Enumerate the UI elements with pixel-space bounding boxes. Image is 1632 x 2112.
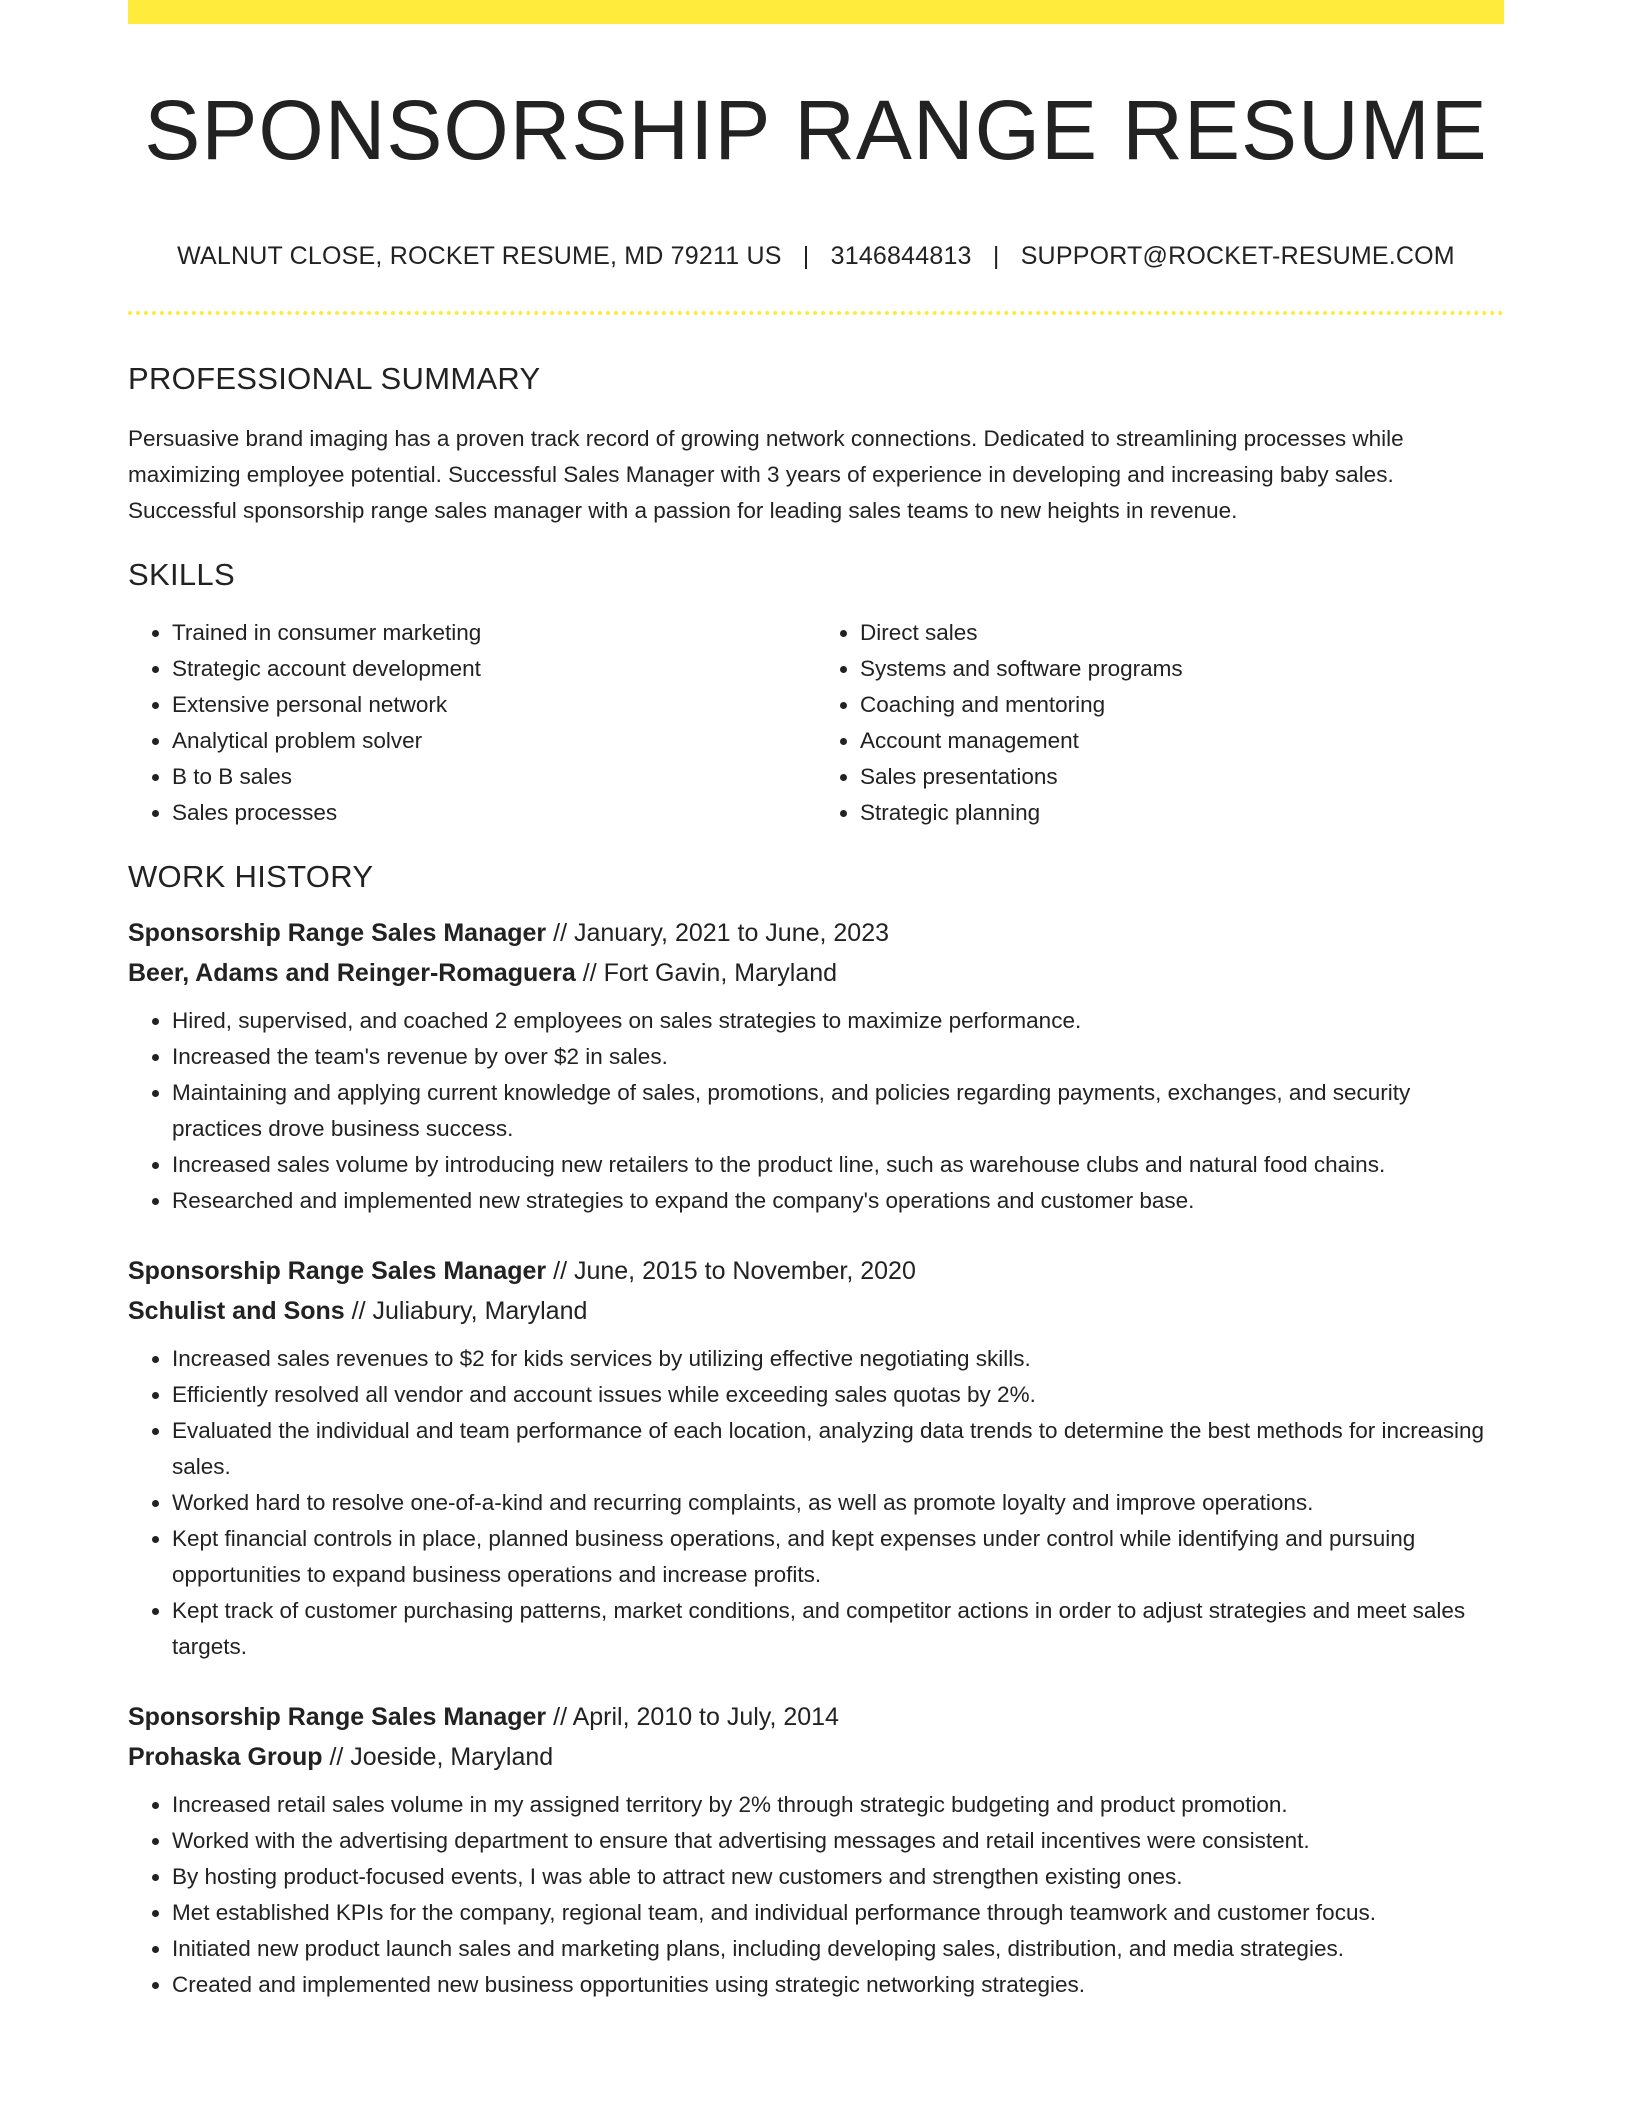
job-bullet: • Met established KPIs for the company, regional team, and individual performance through teamwork and customer focus. [172, 1895, 1504, 1931]
job-employer: Prohaska Group [128, 1743, 323, 1772]
skills-column-right [816, 615, 1504, 831]
job-title: Sponsorship Range Sales Manager [128, 1703, 547, 1732]
work-history-heading: WORK HISTORY [128, 859, 374, 895]
skill-item: • Coaching and mentoring [860, 687, 1504, 723]
job-bullet: • Increased retail sales volume in my assigned territory by 2% through strategic budgeting and product promotion. [172, 1787, 1504, 1823]
job-dates: // January, 2021 to June, 2023 [553, 919, 890, 948]
job-entry [128, 913, 1504, 1219]
job-employer-line [128, 1291, 1504, 1331]
accent-top-bar [128, 0, 1504, 24]
job-bullet: • Increased sales revenues to $2 for kids services by utilizing effective negotiating skills. [172, 1341, 1504, 1377]
skill-item: • Strategic planning [860, 795, 1504, 831]
job-location: // Joeside, Maryland [329, 1743, 554, 1772]
skill-item: • Sales presentations [860, 759, 1504, 795]
skills-column-left [128, 615, 816, 831]
resume-page [128, 0, 1504, 2003]
job-location: // Fort Gavin, Maryland [582, 959, 838, 988]
skill-item: • Trained in consumer marketing [172, 615, 816, 651]
job-title-line [128, 1697, 1504, 1737]
job-bullet: • Kept financial controls in place, planned business operations, and kept expenses under control while identifying and pursuing opportunities to expand business operations and increase profits. [172, 1521, 1504, 1593]
job-bullet: • Researched and implemented new strategies to expand the company's operations and customer base. [172, 1183, 1504, 1219]
address-text: WALNUT CLOSE, ROCKET RESUME, MD 79211 US [177, 242, 782, 271]
skills-list [128, 615, 1504, 831]
job-bullet: • Efficiently resolved all vendor and account issues while exceeding sales quotas by 2%. [172, 1377, 1504, 1413]
summary-heading: PROFESSIONAL SUMMARY [128, 361, 541, 397]
job-dates: // June, 2015 to November, 2020 [553, 1257, 916, 1286]
job-employer-line [128, 1737, 1504, 1777]
job-entry [128, 1251, 1504, 1665]
job-bullets [128, 1341, 1504, 1665]
job-entry [128, 1697, 1504, 2003]
job-bullet: • By hosting product-focused events, I was able to attract new customers and strengthen existing ones. [172, 1859, 1504, 1895]
skill-item: • B to B sales [172, 759, 816, 795]
contact-separator: | [992, 242, 1000, 271]
skill-item: • Analytical problem solver [172, 723, 816, 759]
job-title-line [128, 913, 1504, 953]
job-bullet: • Maintaining and applying current knowledge of sales, promotions, and policies regarding payments, exchanges, and security practices drove business success. [172, 1075, 1504, 1147]
job-bullet: • Kept track of customer purchasing patterns, market conditions, and competitor actions in order to adjust strategies and meet sales targets. [172, 1593, 1504, 1665]
job-bullet: • Initiated new product launch sales and marketing plans, including developing sales, distribution, and media strategies. [172, 1931, 1504, 1967]
job-bullets [128, 1787, 1504, 2003]
job-location: // Juliabury, Maryland [351, 1297, 588, 1326]
job-title-line [128, 1251, 1504, 1291]
contact-separator: | [802, 242, 810, 271]
email-text: SUPPORT@ROCKET-RESUME.COM [1020, 242, 1455, 271]
job-bullets [128, 1003, 1504, 1219]
skill-item: • Systems and software programs [860, 651, 1504, 687]
job-title: Sponsorship Range Sales Manager [128, 1257, 547, 1286]
job-employer-line [128, 953, 1504, 993]
job-title: Sponsorship Range Sales Manager [128, 919, 547, 948]
skill-item: • Direct sales [860, 615, 1504, 651]
job-bullet: • Increased the team's revenue by over $2 in sales. [172, 1039, 1504, 1075]
job-bullet: • Created and implemented new business opportunities using strategic networking strategies. [172, 1967, 1504, 2003]
job-bullet: • Increased sales volume by introducing new retailers to the product line, such as warehouse clubs and natural food chains. [172, 1147, 1504, 1183]
phone-text: 3146844813 [830, 242, 972, 271]
contact-line [128, 242, 1504, 271]
job-employer: Schulist and Sons [128, 1297, 345, 1326]
job-bullet: • Hired, supervised, and coached 2 employees on sales strategies to maximize performance. [172, 1003, 1504, 1039]
skill-item: • Account management [860, 723, 1504, 759]
job-employer: Beer, Adams and Reinger-Romaguera [128, 959, 576, 988]
job-dates: // April, 2010 to July, 2014 [553, 1703, 839, 1732]
work-history-list [128, 913, 1504, 2003]
dotted-divider [128, 311, 1504, 315]
job-bullet: • Worked with the advertising department to ensure that advertising messages and retail incentives were consistent. [172, 1823, 1504, 1859]
resume-title: SPONSORSHIP RANGE RESUME [144, 83, 1488, 177]
job-bullet: • Worked hard to resolve one-of-a-kind and recurring complaints, as well as promote loyalty and improve operations. [172, 1485, 1504, 1521]
skill-item: • Sales processes [172, 795, 816, 831]
job-bullet: • Evaluated the individual and team performance of each location, analyzing data trends to determine the best methods for increasing sales. [172, 1413, 1504, 1485]
summary-paragraph: Persuasive brand imaging has a proven track record of growing network connections. Dedicated to streamlining processes while maximizing employee potential. Successful Sales Manager with 3 years of experience in developing and increasing baby sales. Successful sponsorship range sales manager with a passion for leading sales teams to new heights in revenue. [128, 426, 1404, 524]
skill-item: • Extensive personal network [172, 687, 816, 723]
skills-heading: SKILLS [128, 557, 235, 593]
skill-item: • Strategic account development [172, 651, 816, 687]
